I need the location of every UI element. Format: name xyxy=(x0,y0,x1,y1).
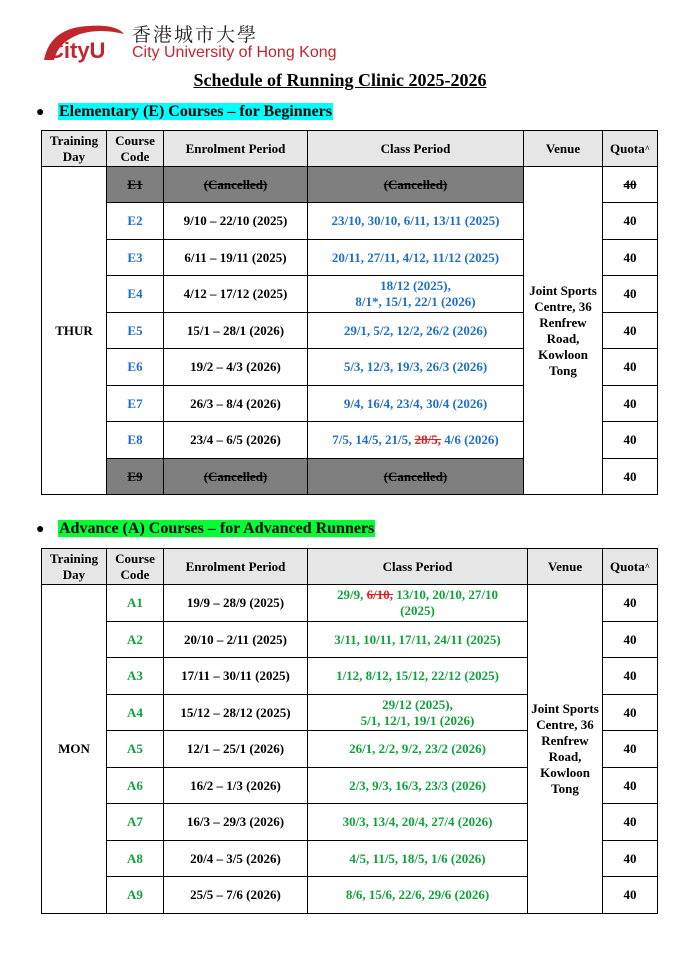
venue-cell: Joint Sports Centre, 36 Renfrew Road, Kowloon Tong xyxy=(528,585,603,914)
class-period-cell: 4/5, 11/5, 18/5, 1/6 (2026) xyxy=(308,841,528,877)
header-enrolment-period: Enrolment Period xyxy=(164,131,308,167)
enrolment-cell: 19/2 – 4/3 (2026) xyxy=(164,349,308,386)
course-code-cell: A9 xyxy=(107,877,164,914)
quota-cell: 40 xyxy=(603,349,658,386)
quota-mark: ^ xyxy=(644,143,650,154)
class-period-cell: 3/11, 10/11, 17/11, 24/11 (2025) xyxy=(308,622,528,658)
class-period-cell: 30/3, 13/4, 20/4, 27/4 (2026) xyxy=(308,804,528,841)
class-period-cell: 29/1, 5/2, 12/2, 26/2 (2026) xyxy=(308,313,524,349)
logo-chinese-name: 香港城市大學 xyxy=(132,24,259,46)
header-training-day: Training Day xyxy=(42,131,107,167)
cityu-logo xyxy=(40,16,340,68)
enrolment-cell: 20/4 – 3/5 (2026) xyxy=(164,841,308,877)
course-code-cell: A8 xyxy=(107,841,164,877)
course-code-cell: E2 xyxy=(107,203,164,240)
enrolment-cell: 15/12 – 28/12 (2025) xyxy=(164,695,308,731)
advanced-table xyxy=(41,548,658,914)
header-venue: Venue xyxy=(528,549,603,585)
quota-cell: 40 xyxy=(603,695,658,731)
course-code-cell: E6 xyxy=(107,349,164,386)
header-class-period: Class Period xyxy=(308,549,528,585)
training-day-cell: MON xyxy=(42,585,107,914)
quota-cell: 40 xyxy=(603,459,658,495)
header-course-code: Course Code xyxy=(107,549,164,585)
quota-cell: 40 xyxy=(603,658,658,695)
page-title: Schedule of Running Clinic 2025-2026 xyxy=(193,70,487,90)
class-period-cell: (Cancelled) xyxy=(308,167,524,203)
enrolment-cell: 15/1 – 28/1 (2026) xyxy=(164,313,308,349)
enrolment-cell: 4/12 – 17/12 (2025) xyxy=(164,276,308,313)
table-header-row xyxy=(42,549,658,585)
quota-cell: 40 xyxy=(603,167,658,203)
training-day-cell: THUR xyxy=(42,167,107,495)
course-code-cell: A5 xyxy=(107,731,164,768)
course-code-cell: E8 xyxy=(107,422,164,459)
class-period-cell: 2/3, 9/3, 16/3, 23/3 (2026) xyxy=(308,768,528,804)
enrolment-cell: 23/4 – 6/5 (2026) xyxy=(164,422,308,459)
enrolment-cell: 6/11 – 19/11 (2025) xyxy=(164,240,308,276)
course-code-cell: E9 xyxy=(107,459,164,495)
class-period-cell: 20/11, 27/11, 4/12, 11/12 (2025) xyxy=(308,240,524,276)
course-code-cell: E3 xyxy=(107,240,164,276)
quota-cell: 40 xyxy=(603,841,658,877)
quota-cell: 40 xyxy=(603,240,658,276)
struck-date: 28/5, xyxy=(414,432,441,447)
class-period-cell: 23/10, 30/10, 6/11, 13/11 (2025) xyxy=(308,203,524,240)
class-period-cell: 29/9, 6/10, 13/10, 20/10, 27/10 (2025) xyxy=(308,585,528,622)
header-enrolment-period: Enrolment Period xyxy=(164,549,308,585)
course-code-cell: E1 xyxy=(107,167,164,203)
quota-cell: 40 xyxy=(603,768,658,804)
class-period-cell: 8/6, 15/6, 22/6, 29/6 (2026) xyxy=(308,877,528,914)
quota-cell: 40 xyxy=(603,622,658,658)
class-period-cell: 7/5, 14/5, 21/5, 28/5, 4/6 (2026) xyxy=(308,422,524,459)
enrolment-cell: 26/3 – 8/4 (2026) xyxy=(164,386,308,422)
course-code-cell: A4 xyxy=(107,695,164,731)
cityu-logo-mark xyxy=(40,20,126,64)
enrolment-cell: 17/11 – 30/11 (2025) xyxy=(164,658,308,695)
enrolment-cell: 16/2 – 1/3 (2026) xyxy=(164,768,308,804)
enrolment-cell: (Cancelled) xyxy=(164,167,308,203)
venue-cell: Joint Sports Centre, 36 Renfrew Road, Kowloon Tong xyxy=(524,167,603,495)
struck-date: 6/10, xyxy=(366,587,393,602)
logo-english-name: City University of Hong Kong xyxy=(132,44,337,61)
quota-cell: 40 xyxy=(603,422,658,459)
enrolment-cell: 19/9 – 28/9 (2025) xyxy=(164,585,308,622)
course-code-cell: A2 xyxy=(107,622,164,658)
header-training-day: Training Day xyxy=(42,549,107,585)
bullet-icon: ● xyxy=(36,522,45,537)
quota-cell: 40 xyxy=(603,877,658,914)
header-course-code: Course Code xyxy=(107,131,164,167)
enrolment-cell: 25/5 – 7/6 (2026) xyxy=(164,877,308,914)
table-row xyxy=(42,167,658,203)
course-code-cell: A3 xyxy=(107,658,164,695)
quota-cell: 40 xyxy=(603,731,658,768)
enrolment-cell: 16/3 – 29/3 (2026) xyxy=(164,804,308,841)
quota-cell: 40 xyxy=(603,585,658,622)
class-period-cell: 9/4, 16/4, 23/4, 30/4 (2026) xyxy=(308,386,524,422)
class-period-cell: 29/12 (2025), 5/1, 12/1, 19/1 (2026) xyxy=(308,695,528,731)
quota-cell: 40 xyxy=(603,386,658,422)
header-class-period: Class Period xyxy=(308,131,524,167)
course-code-cell: A6 xyxy=(107,768,164,804)
quota-cell: 40 xyxy=(603,203,658,240)
course-code-cell: E5 xyxy=(107,313,164,349)
table-header-row xyxy=(42,131,658,167)
course-code-cell: E4 xyxy=(107,276,164,313)
elementary-heading xyxy=(36,103,333,121)
course-code-cell: A7 xyxy=(107,804,164,841)
header-quota: Quota^ xyxy=(603,549,658,585)
class-period-cell: 26/1, 2/2, 9/2, 23/2 (2026) xyxy=(308,731,528,768)
svg-text:CityU: CityU xyxy=(48,38,106,63)
enrolment-cell: 12/1 – 25/1 (2026) xyxy=(164,731,308,768)
advanced-heading-text: Advance (A) Courses – for Advanced Runners xyxy=(59,520,375,537)
enrolment-cell: 9/10 – 22/10 (2025) xyxy=(164,203,308,240)
elementary-table xyxy=(41,130,658,495)
class-period-cell: (Cancelled) xyxy=(308,459,524,495)
class-period-cell: 1/12, 8/12, 15/12, 22/12 (2025) xyxy=(308,658,528,695)
class-period-cell: 18/12 (2025), 8/1*, 15/1, 22/1 (2026) xyxy=(308,276,524,313)
class-period-cell: 5/3, 12/3, 19/3, 26/3 (2026) xyxy=(308,349,524,386)
bullet-icon: ● xyxy=(36,105,45,120)
course-code-cell: A1 xyxy=(107,585,164,622)
course-code-cell: E7 xyxy=(107,386,164,422)
quota-mark: ^ xyxy=(644,561,650,572)
enrolment-cell: 20/10 – 2/11 (2025) xyxy=(164,622,308,658)
elementary-heading-text: Elementary (E) Courses – for Beginners xyxy=(59,103,332,120)
quota-cell: 40 xyxy=(603,804,658,841)
quota-cell: 40 xyxy=(603,276,658,313)
advanced-heading xyxy=(36,520,375,538)
enrolment-cell: (Cancelled) xyxy=(164,459,308,495)
quota-cell: 40 xyxy=(603,313,658,349)
header-quota: Quota^ xyxy=(603,131,658,167)
header-venue: Venue xyxy=(524,131,603,167)
table-row xyxy=(42,585,658,622)
